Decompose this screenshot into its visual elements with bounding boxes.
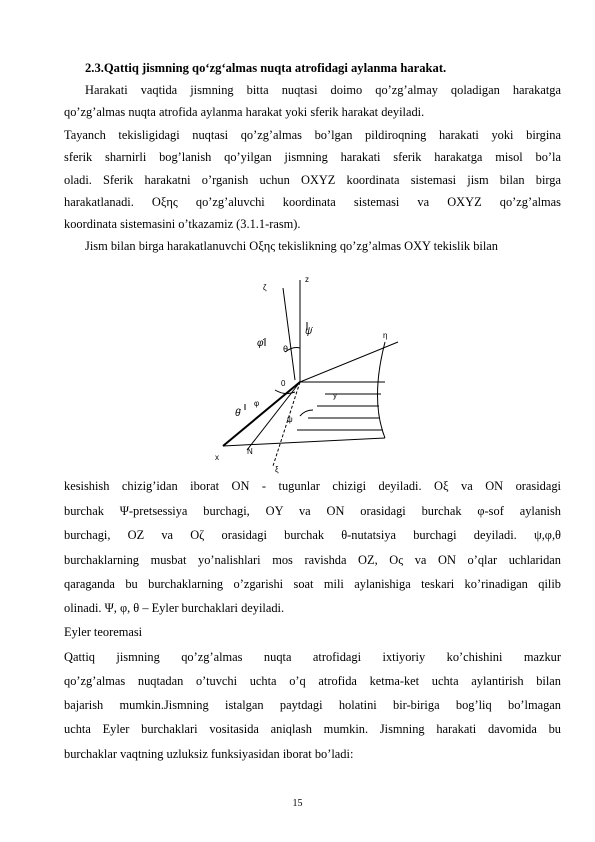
paragraph-line-2: qo’zg’almas nuqta atrofida aylanma harakat yoki sferik harakat deyiladi. [64, 105, 425, 119]
page-number: 15 [292, 798, 303, 809]
paragraph-line-16: qo’zg’almas nuqtadan o’tuvchi uchta o’q atrofida ketma-ket uchta aylantirish bilan [64, 674, 561, 688]
label-phi-dot: φ̇ [257, 338, 264, 349]
section-heading-euler: Eyler teoremasi [64, 625, 143, 639]
paragraph-line-8: Jism bilan birga harakatlanuvchi Oξης tekislikning qo’zg’almas OXY tekislik bilan [85, 239, 498, 253]
label-theta-dot: θ̇ [235, 408, 241, 419]
label-eta: η [383, 331, 388, 340]
label-phi: φ [254, 399, 260, 408]
paragraph-line-4: sferik sharnirli bog’lanish qo’yilgan jismning harakati sferik harakatga misol bo’la [64, 150, 561, 164]
paragraph-line-6: harakatlanadi. Oξης qo’zg’aluvchi koordinata sistemasi va OXYZ qo’zg’almas [64, 195, 561, 209]
paragraph-line-3: Tayanch tekisligidagi nuqtasi qo’zg’almas bo’lgan pildiroqning harakati yoki birgina [64, 128, 561, 142]
label-zeta: ζ [263, 283, 267, 292]
paragraph-line-14: olinadi. Ψ, φ, θ – Eyler burchaklari deyiladi. [64, 601, 285, 615]
paragraph-line-19: burchaklar vaqtning uzluksiz funksiyasidan iborat bo’ladi: [64, 747, 354, 761]
paragraph-line-10: burchak Ψ-pretsessiya burchagi, OY va ON orasidagi burchak φ-sof aylanish [64, 504, 561, 518]
zeta-axis [283, 288, 295, 380]
label-x: x [215, 453, 219, 462]
label-theta: θ [283, 344, 289, 354]
paragraph-line-9: kesishish chizig’idan iborat ON - tugunlar chizigi deyiladi. Oξ va ON orasidagi [64, 479, 561, 493]
label-origin: 0 [281, 379, 286, 388]
paragraph-line-5: oladi. Sferik harakatni o’rganish uchun OXYZ koordinata sistemasi jism bilan birga [64, 173, 561, 187]
label-psi-dot: ψ̇ [305, 326, 313, 337]
label-psi: ψ [287, 415, 293, 424]
label-n: N [247, 447, 253, 456]
plane-curve [378, 342, 386, 438]
euler-angles-diagram [205, 270, 435, 475]
paragraph-line-15: Qattiq jismning qo’zg’almas nuqta atrofidagi ixtiyoriy ko’chishini mazkur [64, 650, 561, 664]
label-y: y [333, 391, 337, 400]
paragraph-line-11: burchagi, OZ va Oζ orasidagi burchak θ-nutatsiya burchagi deyiladi. ψ,φ,θ [64, 528, 561, 542]
paragraph-line-17: bajarish mumkin.Jismning istalgan paytdagi holatini bir-biriga bog’liq bo’lmagan [64, 698, 561, 712]
label-xi: ξ [275, 465, 279, 474]
xi-axis [273, 382, 300, 466]
paragraph-line-18: uchta Eyler burchaklari vositasida aniqlash mumkin. Jismning harakati davomida bu [64, 722, 561, 736]
paragraph-line-1: Harakati vaqtida jismning bitta nuqtasi doimo qo’zg’almay qoladigan harakatga [85, 83, 561, 97]
paragraph-line-13: qaraganda bu burchaklarning o’zgarishi soat mili aylanishiga teskari ko’rinadigan qilib [64, 577, 561, 591]
paragraph-line-12: burchaklarning musbat yo’nalishlari mos ravishda OZ, Oς va ON o’qlar uchlaridan [64, 553, 561, 567]
paragraph-line-7: koordinata sistemasini o’tkazamiz (3.1.1-rasm). [64, 217, 301, 231]
label-z: z [305, 275, 309, 284]
section-title: 2.3.Qattiq jismning qo‘zg‘almas nuqta atrofidagi aylanma harakat. [85, 61, 447, 75]
